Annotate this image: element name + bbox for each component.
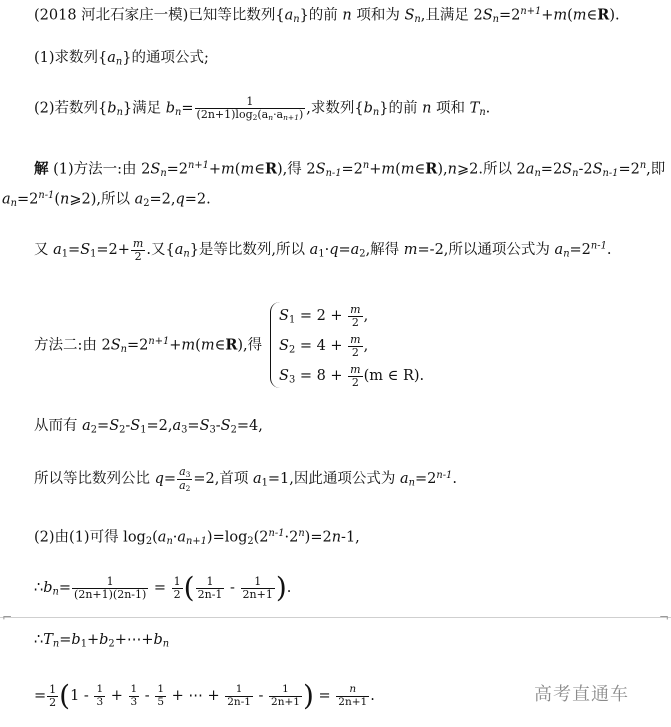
corner-mark-left: ⌐ bbox=[2, 610, 13, 624]
solution-method1-line2: $a_n=2^{n-1}(n⩾2)$,所以 $a_2=2,q=2$. bbox=[2, 190, 211, 209]
solution-method2-intro: 方法二:由 $2S_n=2^{n+1}+m(m\in R)$,得 bbox=[34, 336, 263, 355]
solution-method1-line1: 解 (1)方法一:由 $2S_n=2^{n+1}+m(m\in R)$,得 $2S_{n-1}=2^n+m(m\in R),n⩾2$.所以 $2a_n=2S_n-2S_{n-1}=2^n$,即 bbox=[34, 160, 666, 179]
corner-mark-right: ¬ bbox=[659, 610, 670, 624]
system-row-2: $S_2 = 4$ + $\frac{m}{2}$ , bbox=[279, 333, 369, 359]
problem-stem: (2018 河北石家庄一模)已知等比数列$\{a_n\}$的前 n 项和为 $S_n$,且满足 $2S_n=2^{n+1}+m(m\in R)$. bbox=[34, 6, 620, 25]
question-1: (1)求数列$\{a_n\}$的通项公式; bbox=[34, 50, 209, 68]
solution-method2-terms: 从而有 $a_2=S_2-S_1=2,a_3=S_3-S_2=4$, bbox=[34, 418, 263, 436]
bn-fraction: $\frac{1}{(2n+1)(2n-1)}$ bbox=[74, 574, 147, 601]
m-over-2-fraction: $\frac{m}{2}$ bbox=[132, 237, 144, 263]
system-row-3: $S_3 = 8$ + $\frac{m}{2}$ (m ∈ R). bbox=[279, 363, 425, 389]
bn-definition-fraction: $\frac{1}{(2n+1)\log_2(a_n\cdot a_{n+1})}$ bbox=[196, 95, 304, 122]
solution-method2-ratio: 所以等比数列公比 q= $\frac{a_3}{a_2}$ =2,首项 $a_1=1$,因此通项公式为 $a_n=2^{n-1}$. bbox=[34, 465, 457, 493]
solution-bn-formula: $\therefore b_n=$ $\frac{1}{(2n+1)(2n-1)}$ = $\frac{1}{2}$ ( $\frac{1}{2n-1}$ - $\frac{1}{2n+1}$ ). bbox=[34, 571, 292, 604]
solution-tn-sum: $\therefore T_n=b_1+b_2+\cdots+b_n$ bbox=[34, 632, 170, 650]
solution-tn-result: = $\frac{1}{2}$ (1 - $\frac{1}{3}$ + $\frac{1}{3}$ - $\frac{1}{5}$ + ⋯ + $\frac{1}{2n-1}$ - $\frac{1}{2n+1}$ ) = $\frac{n}{2n+1}$ . bbox=[34, 679, 375, 712]
question-2: (2)若数列$\{b_n\}$满足 $b_n=$ $\frac{1}{(2n+1)\log_2(a_n\cdot a_{n+1})}$ ,求数列$\{b_n\}$的前 n 项和 $T_n$. bbox=[34, 95, 491, 122]
system-row-1: $S_1 = 2$ + $\frac{m}{2}$ , bbox=[279, 303, 369, 329]
solution-method1-line3: 又 $a_1=S_1=2+$ $\frac{m}{2}$ .又$\{a_n\}$是等比数列,所以 $a_1\cdot q=a_2$,解得 m=-2,所以通项公式为 $a_n=2^{n-1}$. bbox=[34, 237, 612, 263]
solution-part2-log: (2)由(1)可得 $\log_2(a_n\cdot a_{n+1})=\log_2(2^{n-1}\cdot 2^n)=2n-1$, bbox=[34, 528, 360, 547]
watermark: 高考直通车 bbox=[534, 684, 629, 705]
page-divider bbox=[0, 617, 671, 618]
ratio-fraction: $\frac{a_3}{a_2}$ bbox=[179, 465, 191, 493]
